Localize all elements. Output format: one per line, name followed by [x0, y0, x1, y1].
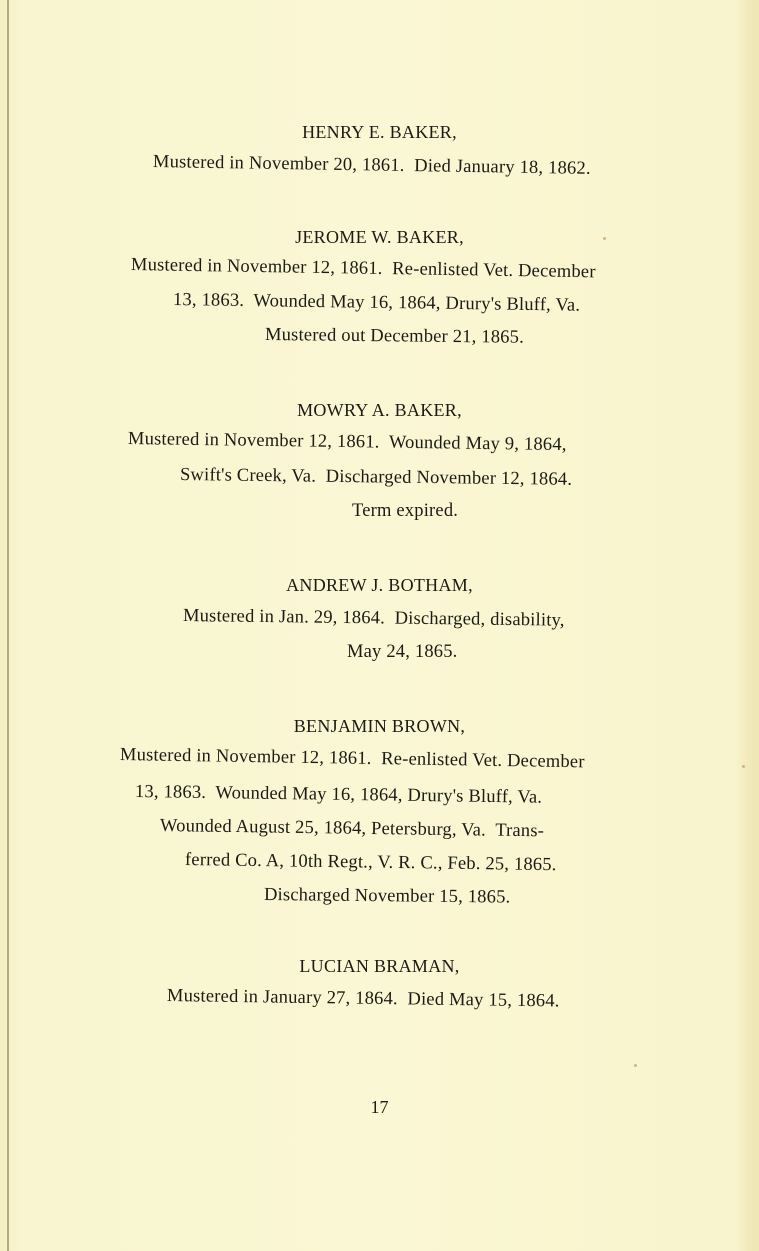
- entry-name: HENRY E. BAKER,: [302, 122, 457, 142]
- paper-speck: [742, 765, 745, 768]
- entry-line: Mustered in November 12, 1861. Re-enlisted Vet. December: [130, 255, 596, 283]
- page-edge: [752, 0, 759, 1251]
- entry-line: Mustered in Jan. 29, 1864. Discharged, disability,: [182, 606, 565, 631]
- entry-line: May 24, 1865.: [347, 642, 458, 662]
- entry-line: 13, 1863. Wounded May 16, 1864, Drury's Bluff, Va.: [134, 782, 543, 808]
- entry-name: BENJAMIN BROWN,: [293, 716, 466, 736]
- entry-line: Discharged November 15, 1865.: [263, 885, 511, 908]
- paper-speck: [634, 1064, 637, 1067]
- entry-line: ferred Co. A, 10th Regt., V. R. C., Feb. 25, 1865.: [184, 850, 557, 876]
- entry-line: Mustered in November 20, 1861. Died January 18, 1862.: [152, 152, 591, 179]
- entry-line: 13, 1863. Wounded May 16, 1864, Drury's Bluff, Va.: [172, 290, 581, 316]
- entry-line: Term expired.: [352, 501, 459, 521]
- entry-name: ANDREW J. BOTHAM,: [286, 575, 473, 595]
- entry-line: Mustered in January 27, 1864. Died May 15, 1864.: [166, 986, 560, 1012]
- entry-name: MOWRY A. BAKER,: [297, 400, 462, 420]
- entry-line: Mustered in November 12, 1861. Re-enlisted Vet. December: [119, 745, 585, 773]
- entry-line: Wounded August 25, 1864, Petersburg, Va. Trans-: [159, 816, 545, 842]
- entry-line: Swift's Creek, Va. Discharged November 12, 1864.: [179, 465, 573, 490]
- page-number: 17: [370, 1097, 389, 1117]
- binding-gutter-line: [7, 0, 9, 1251]
- entry-line: Mustered out December 21, 1865.: [264, 325, 525, 348]
- entry-name: LUCIAN BRAMAN,: [299, 956, 460, 976]
- entry-name: JEROME W. BAKER,: [295, 227, 464, 247]
- entry-line: Mustered in November 12, 1861. Wounded May 9, 1864,: [127, 429, 567, 456]
